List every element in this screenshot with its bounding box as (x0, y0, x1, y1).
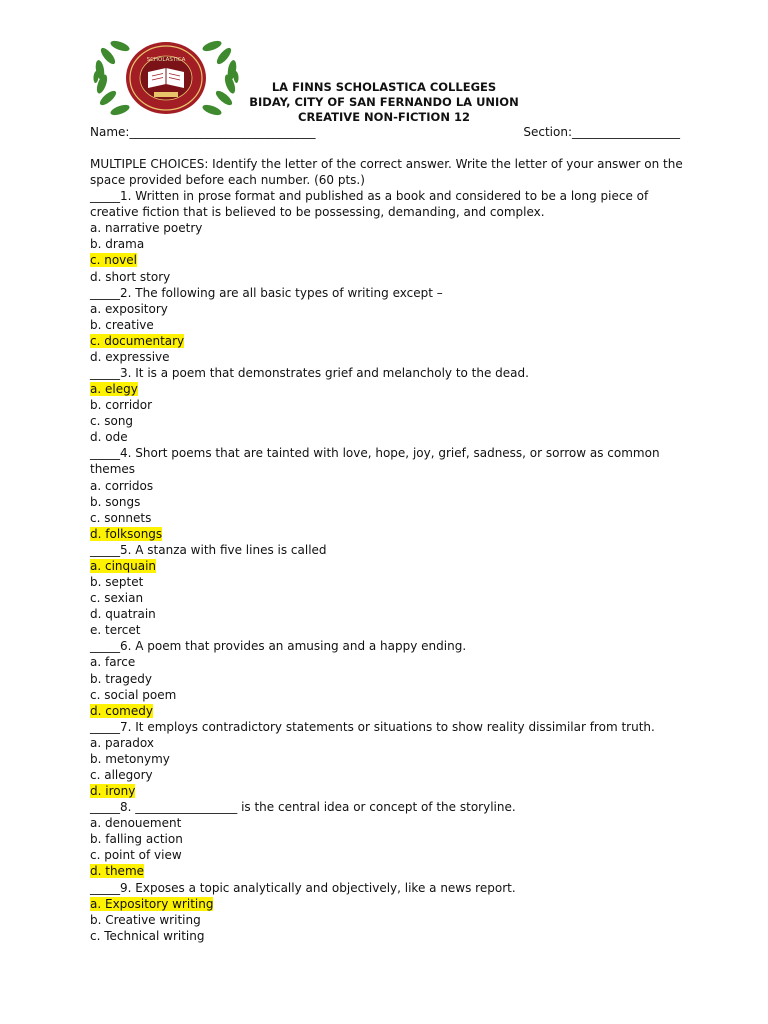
quiz-body (90, 156, 690, 944)
section-field[interactable]: Section:__________________ (523, 125, 680, 139)
question-stem: _____4. Short poems that are tainted with love, hope, joy, grief, sadness, or sorrow as common themes (90, 446, 660, 477)
answer-choice-highlighted: d. theme (90, 864, 145, 879)
answer-choice-highlighted: a. elegy (90, 382, 138, 397)
school-name: LA FINNS SCHOLASTICA COLLEGES (271, 80, 497, 94)
answer-choice: b. corridor (90, 398, 153, 413)
answer-choice-highlighted: a. Expository writing (90, 896, 214, 911)
question-stem: _____8. _________________ is the central idea or concept of the storyline. (90, 800, 516, 815)
answer-choice: b. tragedy (90, 671, 152, 686)
svg-text:SCHOLASTICA: SCHOLASTICA (146, 57, 186, 63)
answer-choice: c. sexian (90, 591, 144, 606)
answer-choice: a. paradox (90, 735, 154, 750)
instructions: MULTIPLE CHOICES: Identify the letter of the correct answer. Write the letter of your answer on the space provided before each number. (60 pts.) (90, 157, 683, 188)
answer-choice: c. song (90, 414, 134, 429)
student-info (90, 124, 680, 140)
answer-choice: a. corridos (90, 478, 154, 493)
answer-choice: c. allegory (90, 767, 153, 782)
answer-choice: e. tercet (90, 623, 141, 638)
answer-choice: d. ode (90, 430, 128, 445)
answer-choice: b. falling action (90, 832, 183, 847)
document-header (0, 80, 768, 125)
answer-choice-highlighted: c. novel (90, 253, 137, 268)
answer-choice: c. sonnets (90, 510, 152, 525)
answer-choice-highlighted: c. documentary (90, 333, 185, 348)
question-item (90, 365, 690, 445)
answer-choice: a. narrative poetry (90, 221, 203, 236)
answer-choice: b. songs (90, 494, 141, 509)
question-item (90, 880, 690, 944)
question-item (90, 445, 690, 541)
question-item (90, 719, 690, 799)
question-item (90, 285, 690, 365)
answer-choice: c. social poem (90, 687, 177, 702)
answer-choice: b. septet (90, 575, 144, 590)
answer-choice: a. denouement (90, 816, 182, 831)
question-stem: _____5. A stanza with five lines is called (90, 542, 327, 557)
question-item (90, 188, 690, 284)
answer-choice: c. Technical writing (90, 928, 205, 943)
question-stem: _____6. A poem that provides an amusing and a happy ending. (90, 639, 467, 654)
question-stem: _____1. Written in prose format and published as a book and considered to be a long piece of creative fiction that is believed to be possessing, demanding, and complex. (90, 189, 649, 220)
answer-choice-highlighted: a. cinquain (90, 558, 157, 573)
answer-choice: b. metonymy (90, 751, 170, 766)
question-stem: _____3. It is a poem that demonstrates grief and melancholy to the dead. (90, 366, 529, 381)
answer-choice: b. creative (90, 317, 154, 332)
answer-choice-highlighted: d. comedy (90, 703, 153, 718)
answer-choice: d. quatrain (90, 607, 156, 622)
subject-title: CREATIVE NON-FICTION 12 (298, 110, 470, 124)
question-stem: _____2. The following are all basic types of writing except – (90, 285, 443, 300)
answer-choice: a. farce (90, 655, 136, 670)
answer-choice: c. point of view (90, 848, 182, 863)
name-field[interactable]: Name:_______________________________ (90, 125, 316, 139)
school-address: BIDAY, CITY OF SAN FERNANDO LA UNION (249, 95, 519, 109)
question-item (90, 638, 690, 718)
answer-choice-highlighted: d. folksongs (90, 526, 163, 541)
question-stem: _____7. It employs contradictory statements or situations to show reality dissimilar from truth. (90, 719, 655, 734)
answer-choice: d. short story (90, 269, 171, 284)
answer-choice: a. expository (90, 301, 168, 316)
answer-choice-highlighted: d. irony (90, 784, 136, 799)
question-item (90, 542, 690, 638)
question-item (90, 799, 690, 879)
answer-choice: b. drama (90, 237, 145, 252)
question-stem: _____9. Exposes a topic analytically and objectively, like a news report. (90, 880, 516, 895)
answer-choice: b. Creative writing (90, 912, 201, 927)
answer-choice: d. expressive (90, 349, 170, 364)
